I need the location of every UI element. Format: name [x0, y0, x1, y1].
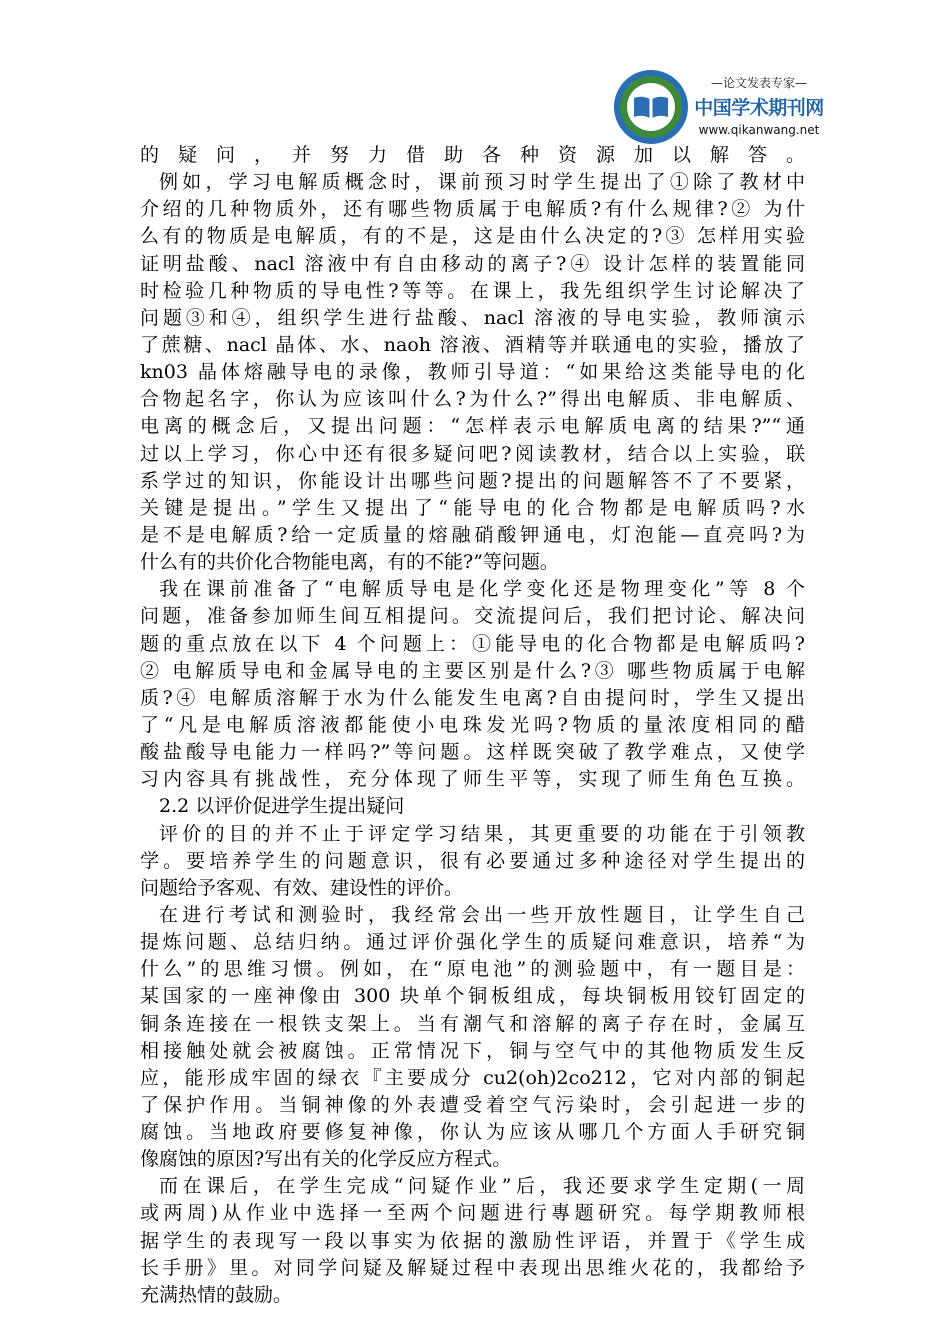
text-line: 过以上学习，你心中还有很多疑问吧?阅读教材，结合以上实验，联	[140, 442, 805, 465]
text-line: 或两周)从作业中选择一至两个问题进行專题研究。每学期教师根	[140, 1202, 805, 1225]
text-line: 问题给予客观、有效、建设性的评价。	[140, 876, 464, 899]
text-line: 酸盐酸导电能力一样吗?”等问题。这样既突破了教学难点，又使学	[140, 741, 805, 764]
text-line: 据学生的表现写一段以事实为依据的激励性评语，并置于《学生成	[140, 1229, 805, 1252]
text-line: 的疑问，并努力借助各种资源加以解答。	[140, 144, 805, 166]
text-line: 了“凡是电解质溶液都能使小电珠发光吗?物质的量浓度相同的醋	[140, 713, 805, 736]
text-line: 是不是电解质?给一定质量的熔融硝酸钾通电，灯泡能—直亮吗?为	[140, 523, 805, 546]
text-line: 关键是提出。”学生又提出了“能导电的化合物都是电解质吗?水	[140, 496, 805, 519]
text-line: 提炼问题、总结归纳。通过评价强化学生的质疑问难意识，培养“为	[140, 931, 805, 954]
text-line: 评价的目的并不止于评定学习结果，其更重要的功能在于引领教	[159, 822, 805, 845]
section-heading: 2.2 以评价促进学生提出疑问	[159, 795, 405, 818]
site-logo[interactable]	[612, 68, 824, 146]
text-line: 么有的物质是电解质，有的不是，这是由什么决定的?③ 怎样用实验	[140, 225, 805, 248]
logo-site-name: 中国学术期刊网	[694, 97, 824, 119]
text-line: 应，能形成牢固的绿衣『主要成分 cu2(oh)2co212，它对内部的铜起	[140, 1066, 805, 1089]
text-line: 例如，学习电解质概念时，课前预习时学生提出了①除了教材中	[159, 171, 805, 194]
text-line: 习内容具有挑战性，充分体现了师生平等，实现了师生角色互换。	[140, 768, 805, 791]
text-line: 学。要培养学生的问题意识，很有必要通过多种途径对学生提出的	[140, 849, 805, 872]
text-line: 而在课后，在学生完成“问疑作业”后，我还要求学生定期(一周	[159, 1175, 805, 1198]
text-line: 长手册》里。对同学问疑及解疑过程中表现出思维火花的，我都给予	[140, 1256, 805, 1279]
text-line: 证明盐酸、nacl 溶液中有自由移动的离子?④ 设计怎样的装置能同	[140, 252, 805, 275]
text-line: 腐蚀。当地政府要修复神像，你认为应该从哪几个方面人手研究铜	[140, 1121, 805, 1144]
text-line: 了蔗糖、nacl 晶体、水、naoh 溶液、酒精等并联通电的实验，播放了	[140, 333, 805, 356]
text-line: 什么”的思维习惯。例如，在“原电池”的测验题中，有一题目是：	[140, 958, 805, 981]
text-line: 某国家的一座神像由 300 块单个铜板组成，每块铜板用铰钉固定的	[140, 985, 805, 1008]
text-line: 介绍的几种物质外，还有哪些物质属于电解质?有什么规律?② 为什	[140, 198, 805, 221]
text-line: 问题，准备参加师生间互相提问。交流提问后，我们把讨论、解决问	[140, 605, 805, 628]
text-line: 时检验几种物质的导电性?等等。在课上，我先组织学生讨论解决了	[140, 279, 805, 302]
text-line: kn03 晶体熔融导电的录像，教师引导道：“如果给这类能导电的化	[140, 361, 805, 384]
text-line: 合物起名字，你认为应该叫什么?为什么?”得出电解质、非电解质、	[140, 388, 805, 411]
book-globe-icon	[612, 68, 690, 146]
text-line: 像腐蚀的原因?写出有关的化学反应方程式。	[140, 1148, 512, 1171]
text-line: 什么有的共价化合物能电离，有的不能?”等问题。	[140, 551, 559, 574]
text-line: 充满热情的鼓励。	[140, 1283, 293, 1306]
article-body	[140, 142, 805, 1309]
logo-url[interactable]: www.qikanwang.net	[698, 123, 820, 137]
text-line: 质?④ 电解质溶解于水为什么能发生电离?自由提问时，学生又提出	[140, 686, 805, 709]
text-line: ② 电解质导电和金属导电的主要区别是什么?③ 哪些物质属于电解	[140, 659, 805, 682]
text-line: 铜条连接在一根铁支架上。当有潮气和溶解的离子存在时，金属互	[140, 1012, 805, 1035]
text-line: 题的重点放在以下 4 个问题上：①能导电的化合物都是电解质吗?	[140, 632, 805, 655]
text-line: 电离的概念后，又提出问题：“怎样表示电解质电离的结果?”“通	[140, 415, 805, 438]
text-line: 了保护作用。当铜神像的外表遭受着空气污染时，会引起进一步的	[140, 1093, 805, 1116]
text-line: 问题③和④，组织学生进行盐酸、nacl 溶液的导电实验，教师演示	[140, 306, 805, 329]
text-line: 在进行考试和测验时，我经常会出一些开放性题目，让学生自己	[159, 903, 805, 926]
text-line: 系学过的知识，你能设计出哪些问题?提出的问题解答不了不要紧，	[140, 469, 805, 492]
logo-tagline: —论文发表专家—	[710, 76, 807, 90]
text-line: 我在课前准备了“电解质导电是化学变化还是物理变化”等 8 个	[159, 578, 805, 601]
text-line: 相接触处就会被腐蚀。正常情况下，铜与空气中的其他物质发生反	[140, 1039, 805, 1062]
